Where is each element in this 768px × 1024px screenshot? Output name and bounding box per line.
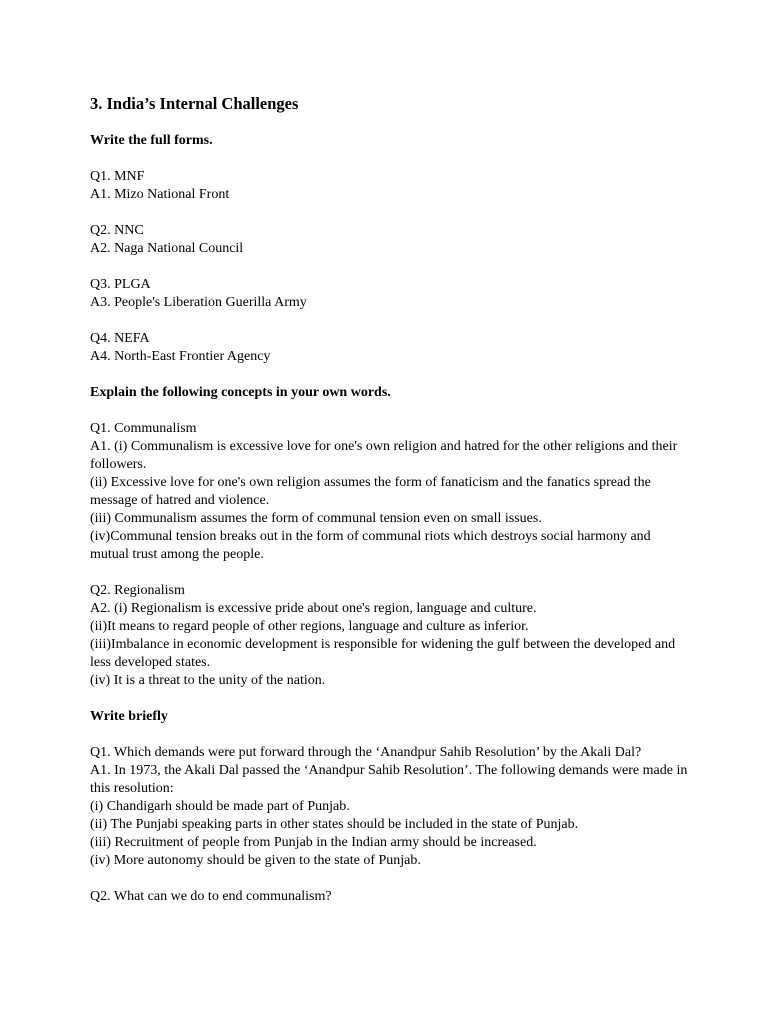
answer-line: (iv) More autonomy should be given to the state of Punjab. bbox=[90, 853, 421, 868]
qa-item bbox=[90, 222, 690, 258]
page-title: 3. India’s Internal Challenges bbox=[90, 94, 299, 113]
document-page bbox=[90, 93, 690, 924]
section-heading: Write the full forms. bbox=[90, 133, 213, 148]
question-line: Q1. MNF bbox=[90, 169, 145, 184]
answer-line: A4. North-East Frontier Agency bbox=[90, 349, 271, 364]
answer-line: A3. People's Liberation Guerilla Army bbox=[90, 295, 307, 310]
question-line: Q2. Regionalism bbox=[90, 583, 185, 598]
qa-item bbox=[90, 582, 690, 690]
answer-line: (ii) Excessive love for one's own religion assumes the form of fanaticism and the fanatics spread the message of hatred and violence. bbox=[90, 475, 655, 508]
answer-line: (ii)It means to regard people of other regions, language and culture as inferior. bbox=[90, 619, 529, 634]
answer-line: A1. (i) Communalism is excessive love for one's own religion and hatred for the other religions and their followers. bbox=[90, 439, 681, 472]
answer-line: (iv)Communal tension breaks out in the form of communal riots which destroys social harmony and mutual trust among the people. bbox=[90, 529, 655, 562]
answer-line: (iii)Imbalance in economic development is responsible for widening the gulf between the developed and less developed states. bbox=[90, 637, 679, 670]
answer-line: (iv) It is a threat to the unity of the nation. bbox=[90, 673, 326, 688]
section-write-briefly bbox=[90, 708, 690, 906]
answer-line: (iii) Recruitment of people from Punjab in the Indian army should be increased. bbox=[90, 835, 537, 850]
question-line: Q2. What can we do to end communalism? bbox=[90, 889, 332, 904]
answer-line: A2. (i) Regionalism is excessive pride about one's region, language and culture. bbox=[90, 601, 537, 616]
section-heading: Write briefly bbox=[90, 709, 168, 724]
section-full-forms bbox=[90, 132, 690, 366]
answer-line: (i) Chandigarh should be made part of Punjab. bbox=[90, 799, 350, 814]
section-heading: Explain the following concepts in your own words. bbox=[90, 385, 391, 400]
question-line: Q1. Communalism bbox=[90, 421, 197, 436]
answer-line: A1. In 1973, the Akali Dal passed the ‘Anandpur Sahib Resolution’. The following demands were made in this resolution: bbox=[90, 763, 691, 796]
answer-line: (ii) The Punjabi speaking parts in other states should be included in the state of Punjab. bbox=[90, 817, 579, 832]
question-line: Q3. PLGA bbox=[90, 277, 151, 292]
question-line: Q4. NEFA bbox=[90, 331, 150, 346]
qa-item bbox=[90, 168, 690, 204]
question-line: Q2. NNC bbox=[90, 223, 144, 238]
qa-item bbox=[90, 330, 690, 366]
answer-line: A1. Mizo National Front bbox=[90, 187, 230, 202]
question-line: Q1. Which demands were put forward through the ‘Anandpur Sahib Resolution’ by the Akali Dal? bbox=[90, 745, 642, 760]
qa-item bbox=[90, 420, 690, 564]
qa-item bbox=[90, 744, 690, 870]
qa-item bbox=[90, 276, 690, 312]
answer-line: A2. Naga National Council bbox=[90, 241, 244, 256]
section-explain-concepts bbox=[90, 384, 690, 690]
answer-line: (iii) Communalism assumes the form of communal tension even on small issues. bbox=[90, 511, 542, 526]
qa-item bbox=[90, 888, 690, 906]
